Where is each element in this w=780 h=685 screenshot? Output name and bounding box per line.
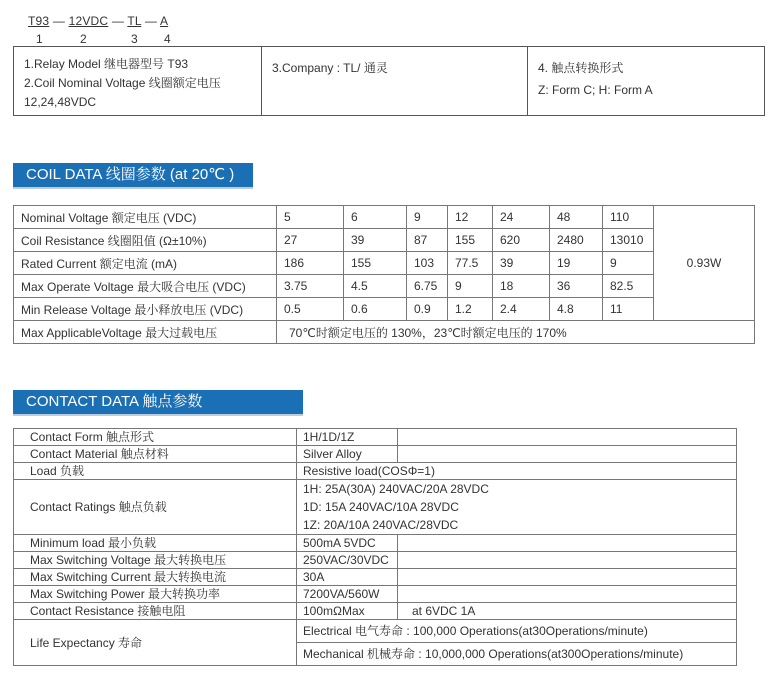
table-row bbox=[14, 552, 737, 569]
cell-value: 18 bbox=[493, 275, 550, 298]
code-part-voltage: 12VDC bbox=[68, 14, 109, 28]
cell-value: 0.6 bbox=[344, 298, 407, 321]
cell-value: 620 bbox=[493, 229, 550, 252]
model-col-relay bbox=[14, 47, 262, 115]
table-row bbox=[14, 298, 755, 321]
cell-value: 9 bbox=[407, 206, 448, 229]
row-label: Load 负载 bbox=[14, 463, 297, 480]
row-label: Minimum load 最小负载 bbox=[14, 535, 297, 552]
cell-value: 9 bbox=[448, 275, 493, 298]
cell-condition: at 6VDC 1A bbox=[398, 603, 737, 620]
cell-empty bbox=[398, 535, 737, 552]
row-label: Max ApplicableVoltage 最大过载电压 bbox=[14, 321, 277, 344]
cell-empty bbox=[398, 429, 737, 446]
code-part-company: TL bbox=[127, 14, 142, 28]
cell-value: 4.5 bbox=[344, 275, 407, 298]
cell-value: 3.75 bbox=[277, 275, 344, 298]
cell-empty bbox=[398, 552, 737, 569]
cell-value: 0.9 bbox=[407, 298, 448, 321]
life-electrical: Electrical 电气寿命 : 100,000 Operations(at30Operations/minute) bbox=[297, 620, 737, 643]
table-row bbox=[14, 463, 737, 480]
model-text: Z: Form C; H: Form A bbox=[538, 83, 653, 97]
model-col-company bbox=[262, 47, 528, 115]
code-number: 3 bbox=[131, 32, 138, 46]
row-label: Max Switching Current 最大转换电流 bbox=[14, 569, 297, 586]
table-row bbox=[14, 252, 755, 275]
row-label: Max Switching Power 最大转换功率 bbox=[14, 586, 297, 603]
cell-value: 48 bbox=[550, 206, 603, 229]
cell-value: 9 bbox=[603, 252, 654, 275]
table-row bbox=[14, 446, 737, 463]
cell-value: 82.5 bbox=[603, 275, 654, 298]
row-label: Contact Resistance 接触电阻 bbox=[14, 603, 297, 620]
cell-value: 24 bbox=[493, 206, 550, 229]
table-row bbox=[14, 480, 737, 535]
cell-value: 39 bbox=[344, 229, 407, 252]
cell-value: 0.5 bbox=[277, 298, 344, 321]
cell-empty bbox=[398, 446, 737, 463]
contact-data-table bbox=[13, 428, 737, 666]
row-label: Max Operate Voltage 最大吸合电压 (VDC) bbox=[14, 275, 277, 298]
cell-value: 27 bbox=[277, 229, 344, 252]
model-text: 12,24,48VDC bbox=[24, 95, 97, 109]
model-text: 2.Coil Nominal Voltage 线圈额定电压 bbox=[24, 76, 221, 90]
cell-value: 6 bbox=[344, 206, 407, 229]
table-row bbox=[14, 620, 737, 643]
cell-value: 250VAC/30VDC bbox=[297, 552, 398, 569]
cell-value: 7200VA/560W bbox=[297, 586, 398, 603]
code-number: 1 bbox=[36, 32, 43, 46]
cell-value: 2.4 bbox=[493, 298, 550, 321]
cell-value: 103 bbox=[407, 252, 448, 275]
cell-value: 2480 bbox=[550, 229, 603, 252]
table-row bbox=[14, 535, 737, 552]
part-number-code bbox=[28, 14, 168, 28]
cell-value: 13010 bbox=[603, 229, 654, 252]
life-mechanical: Mechanical 机械寿命 : 10,000,000 Operations(at300Operations/minute) bbox=[297, 643, 737, 666]
row-label: Max Switching Voltage 最大转换电压 bbox=[14, 552, 297, 569]
cell-value: 87 bbox=[407, 229, 448, 252]
table-row bbox=[14, 206, 755, 229]
coil-data-header: COIL DATA 线圈参数 (at 20℃ ) bbox=[13, 163, 253, 187]
contact-ratings bbox=[297, 480, 737, 535]
code-number: 4 bbox=[164, 32, 171, 46]
row-label: Contact Material 触点材料 bbox=[14, 446, 297, 463]
coil-power: 0.93W bbox=[654, 206, 755, 321]
model-description-table bbox=[13, 46, 765, 116]
code-part-model: T93 bbox=[28, 14, 50, 28]
cell-value: 155 bbox=[344, 252, 407, 275]
coil-data-table bbox=[13, 205, 755, 344]
code-number: 2 bbox=[80, 32, 87, 46]
cell-value: 155 bbox=[448, 229, 493, 252]
cell-value: 30A bbox=[297, 569, 398, 586]
row-label: Coil Resistance 线圈阻值 (Ω±10%) bbox=[14, 229, 277, 252]
rating-line: 1H: 25A(30A) 240VAC/20A 28VDC bbox=[303, 482, 489, 496]
cell-value: 4.8 bbox=[550, 298, 603, 321]
cell-value: 500mA 5VDC bbox=[297, 535, 398, 552]
cell-value: 5 bbox=[277, 206, 344, 229]
cell-empty bbox=[398, 569, 737, 586]
code-separator: — bbox=[144, 14, 158, 28]
code-separator: — bbox=[111, 14, 125, 28]
cell-value: Silver Alloy bbox=[297, 446, 398, 463]
model-col-form bbox=[528, 47, 764, 115]
cell-value: 36 bbox=[550, 275, 603, 298]
cell-value: 110 bbox=[603, 206, 654, 229]
cell-value: 11 bbox=[603, 298, 654, 321]
cell-value: 1.2 bbox=[448, 298, 493, 321]
code-numbers bbox=[28, 32, 228, 46]
model-text: 4. 触点转换形式 bbox=[538, 61, 624, 75]
table-row bbox=[14, 603, 737, 620]
row-label: Min Release Voltage 最小释放电压 (VDC) bbox=[14, 298, 277, 321]
model-text: 3.Company : TL/ 通灵 bbox=[272, 61, 388, 75]
max-voltage-value: 70℃时额定电压的 130%，23℃时额定电压的 170% bbox=[277, 321, 755, 344]
row-label: Rated Current 额定电流 (mA) bbox=[14, 252, 277, 275]
contact-data-header: CONTACT DATA 触点参数 bbox=[13, 390, 303, 414]
header-underline bbox=[13, 414, 303, 416]
model-text: 1.Relay Model 继电器型号 T93 bbox=[24, 57, 189, 71]
cell-value: Resistive load(COSΦ=1) bbox=[297, 463, 737, 480]
row-label: Contact Ratings 触点负载 bbox=[14, 480, 297, 535]
cell-value: 186 bbox=[277, 252, 344, 275]
cell-value: 12 bbox=[448, 206, 493, 229]
cell-empty bbox=[398, 586, 737, 603]
cell-value: 39 bbox=[493, 252, 550, 275]
cell-value: 100mΩMax bbox=[297, 603, 398, 620]
table-row bbox=[14, 275, 755, 298]
header-underline bbox=[13, 187, 253, 189]
rating-line: 1D: 15A 240VAC/10A 28VDC bbox=[303, 500, 459, 514]
rating-line: 1Z: 20A/10A 240VAC/28VDC bbox=[303, 518, 459, 532]
cell-value: 77.5 bbox=[448, 252, 493, 275]
table-row bbox=[14, 229, 755, 252]
row-label: Contact Form 触点形式 bbox=[14, 429, 297, 446]
row-label: Nominal Voltage 额定电压 (VDC) bbox=[14, 206, 277, 229]
table-row bbox=[14, 586, 737, 603]
cell-value: 6.75 bbox=[407, 275, 448, 298]
cell-value: 1H/1D/1Z bbox=[297, 429, 398, 446]
table-row bbox=[14, 429, 737, 446]
table-row bbox=[14, 321, 755, 344]
code-separator: — bbox=[52, 14, 66, 28]
cell-value: 19 bbox=[550, 252, 603, 275]
table-row bbox=[14, 569, 737, 586]
row-label: Life Expectancy 寿命 bbox=[14, 620, 297, 666]
code-part-form: A bbox=[159, 14, 169, 28]
